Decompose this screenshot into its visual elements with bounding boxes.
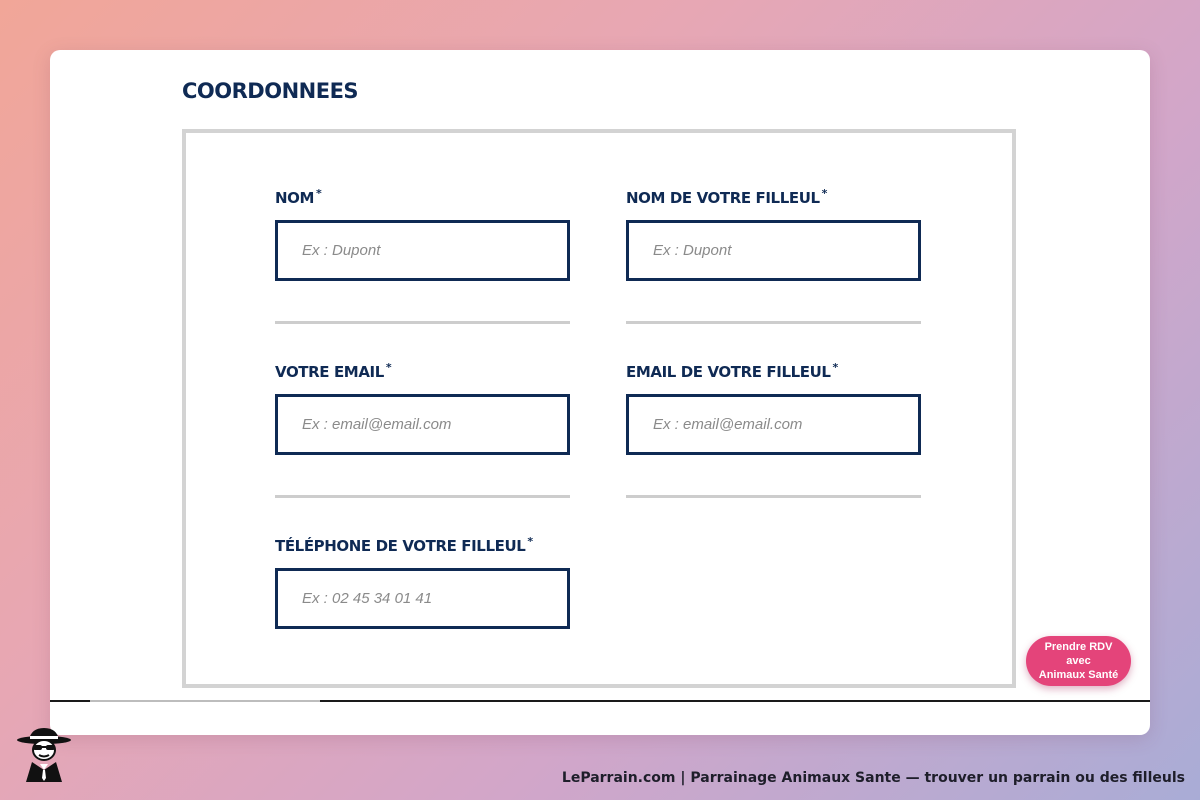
field-label: NOM * <box>275 187 322 207</box>
spy-mascot-icon <box>16 726 72 784</box>
button-label-line1: Prendre RDV avec <box>1044 641 1113 667</box>
contact-form <box>182 129 1016 688</box>
bottom-divider-accent <box>90 700 320 702</box>
required-marker: * <box>821 187 828 200</box>
field-nom <box>275 183 570 281</box>
book-appointment-button[interactable] <box>1026 636 1131 686</box>
required-marker: * <box>832 361 838 374</box>
required-marker: * <box>316 187 322 200</box>
nom-filleul-input[interactable] <box>626 220 921 281</box>
divider <box>275 321 570 324</box>
telephone-filleul-input[interactable] <box>275 568 570 629</box>
required-marker: * <box>385 361 392 374</box>
footer-caption: LeParrain.com | Parrainage Animaux Sante — trouver un parrain ou des filleuls <box>561 770 1185 786</box>
field-email-filleul <box>626 357 921 455</box>
section-title: COORDONNEES <box>182 79 359 103</box>
required-marker: * <box>527 535 533 548</box>
divider <box>626 495 921 498</box>
email-input[interactable] <box>275 394 570 455</box>
page-card <box>50 50 1150 735</box>
field-label: NOM DE VOTRE FILLEUL * <box>626 187 828 207</box>
field-label: EMAIL DE VOTRE FILLEUL * <box>626 361 838 381</box>
field-email <box>275 357 570 455</box>
nom-input[interactable] <box>275 220 570 281</box>
divider <box>275 495 570 498</box>
field-label: VOTRE EMAIL * <box>275 361 392 381</box>
email-filleul-input[interactable] <box>626 394 921 455</box>
divider <box>626 321 921 324</box>
field-telephone-filleul <box>275 531 570 629</box>
button-label-line2: Animaux Santé <box>1038 669 1119 681</box>
field-label: TÉLÉPHONE DE VOTRE FILLEUL * <box>275 535 533 555</box>
field-nom-filleul <box>626 183 921 281</box>
